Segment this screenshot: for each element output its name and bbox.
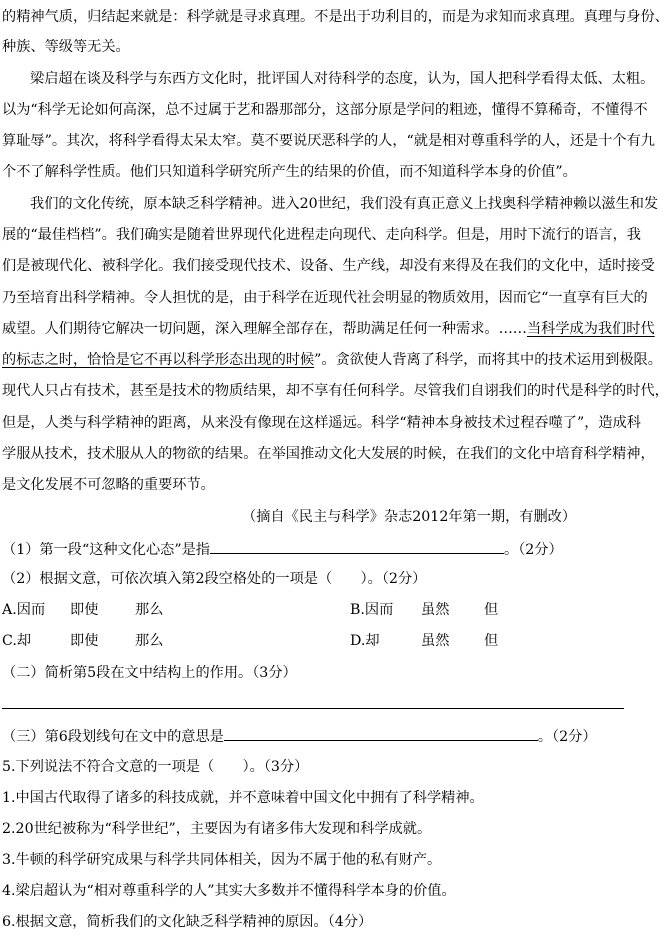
option-a-3: 那么 <box>135 602 164 618</box>
underlined-sentence-part-1: 当科学成为我们时代 <box>526 321 655 337</box>
passage-line-16: 是文化发展不可忽略的重要环节。 <box>2 477 215 493</box>
question-2: （2）根据文意，可依次填入第2段空格处的一项是（ ）。（2分） <box>2 571 427 587</box>
passage-line-3: 梁启超在谈及科学与东西方文化时，批评国人对待科学的态度，认为，国人把科学看得太低、太粗。 <box>30 71 655 87</box>
option-c-1[interactable]: C.却 <box>2 633 32 649</box>
passage-line-8: 展的“最佳档档”。我们确实是随着世界现代化进程走向现代、走向科学。但是，用时下流行的语言，我 <box>2 227 641 243</box>
statement-3[interactable]: 3.牛顿的科学研究成果与科学共同体相关，因为不属于他的私有财产。 <box>2 852 442 868</box>
question-san-score: 。（2分） <box>537 729 597 745</box>
question-san-text: （三）第6段划线句在文中的意思是 <box>2 729 224 745</box>
question-1-score: 。（2分） <box>503 542 563 558</box>
passage-line-14: 但是，人类与科学精神的距离，从来没有像现在这样遥远。科学“精神本身被技术过程吞噬了”，造成科 <box>2 415 641 431</box>
option-a-2: 即使 <box>70 602 99 618</box>
passage-line-6: 个不了解科学性质。他们只知道科学研究所产生的结果的价值，而不知道科学本身的价值”。 <box>2 164 577 180</box>
question-6: 6.根据文意，简析我们的文化缺乏科学精神的原因。（4分） <box>2 914 373 930</box>
passage-line-11 <box>2 319 655 339</box>
question-1-text: （1）第一段“这种文化心态”是指 <box>2 542 210 558</box>
answer-blank-1[interactable] <box>210 538 504 554</box>
option-d-3: 但 <box>484 633 499 649</box>
option-a-1[interactable]: A.因而 <box>2 602 46 618</box>
answer-line[interactable] <box>2 708 624 709</box>
statement-4[interactable]: 4.梁启超认为“相对尊重科学的人”其实大多数并不懂得科学本身的价值。 <box>2 883 456 899</box>
question-1 <box>2 538 641 558</box>
passage-line-2: 种族、等级等无关。 <box>2 39 130 55</box>
passage-line-13: 现代人只占有技术，甚至是技术的物质结果，却不享有任何科学。尽管我们自诩我们的时代是科学的时代， <box>2 383 669 399</box>
answer-blank-san[interactable] <box>224 725 538 741</box>
underlined-sentence-part-2: 的标志之时，恰恰是它不再以科学形态出现的时候 <box>2 352 315 368</box>
passage-line-4: 以为“科学无论如何高深，总不过属于艺和器那部分，这部分原是学问的粗迹，懂得不算稀奇，不懂得不 <box>2 102 648 118</box>
question-5: 5.下列说法不符合文意的一项是（ ）。（3分） <box>2 759 309 775</box>
statement-1[interactable]: 1.中国古代取得了诸多的科技成就，并不意味着中国文化中拥有了科学精神。 <box>2 790 484 806</box>
question-er: （二）简析第5段在文中结构上的作用。（3分） <box>2 665 297 681</box>
passage-line-9: 们是被现代化、被科学化。我们接受现代技术、设备、生产线，却没有来得及在我们的文化中，适时接受 <box>2 258 655 274</box>
passage-line-11-text: 威望。人们期待它解决一切问题，深入理解全部存在，帮助满足任何一种需求。…… <box>2 321 527 337</box>
option-b-2: 虽然 <box>421 602 450 618</box>
passage-line-12 <box>2 350 662 370</box>
passage-line-10: 乃至培育出科学精神。令人担忧的是，由于科学在近现代社会明显的物质效用，因而它“一直享有巨大的 <box>2 290 648 306</box>
passage-line-7: 我们的文化传统，原本缺乏科学精神。进入20世纪，我们没有真正意义上找奥科学精神赖以滋生和发 <box>30 196 659 212</box>
option-c-2: 即使 <box>70 633 99 649</box>
option-c-3: 那么 <box>135 633 164 649</box>
option-d-1[interactable]: D.却 <box>350 633 380 649</box>
option-d-2: 虽然 <box>421 633 450 649</box>
statement-2[interactable]: 2.20世纪被称为“科学世纪”，主要因为有诸多伟大发现和科学成就。 <box>2 821 432 837</box>
passage-line-12-text: ”。贪欲使人背离了科学，而将其中的技术运用到极限。 <box>314 352 662 368</box>
question-san <box>2 725 641 745</box>
source-citation: （摘自《民主与科学》杂志2012年第一期，有删改） <box>242 509 577 525</box>
option-b-3: 但 <box>484 602 499 618</box>
option-b-1[interactable]: B.因而 <box>350 602 394 618</box>
passage-line-15: 学服从技术，技术服从人的物欲的结果。在举国推动文化大发展的时候，在我们的文化中培育科学精神， <box>2 446 655 462</box>
passage-line-5: 算耻辱”。其次，将科学看得太呆太窄。莫不要说厌恶科学的人，“就是相对尊重科学的人，还是十个有九 <box>2 133 655 149</box>
passage-line-1: 的精神气质，归结起来就是：科学就是寻求真理。不是出于功利目的，而是为求知而求真理。真理与身份、 <box>2 9 669 25</box>
